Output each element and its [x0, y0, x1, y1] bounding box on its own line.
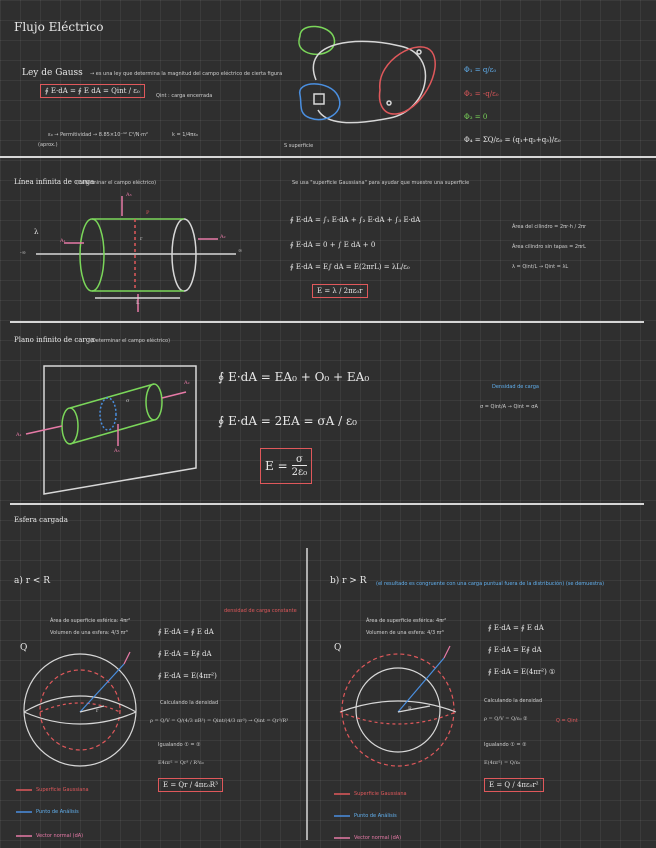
surface-label: S superficie	[284, 143, 314, 149]
flux-2: Φ₂ = -q/ε₀	[464, 90, 499, 98]
plane-label-A1: A₁	[16, 432, 22, 438]
a-equal: Igualando ① = ②	[158, 742, 201, 748]
qint-label: Qint : carga encerrada	[156, 93, 213, 99]
plane-sub: (Determinar el campo eléctrico)	[90, 338, 171, 344]
a-result: E = Qr / 4πε₀R³	[158, 778, 223, 792]
sphere-b-diagram	[340, 646, 456, 766]
plane-eq-2: ∮ E·dA = 2EA = σA / ε₀	[218, 414, 357, 428]
case-b-label: b) r > R	[330, 576, 367, 586]
plane-result-den: 2ε₀	[291, 467, 308, 478]
a-eq-1: ∮ E·dA = ∮ E dA	[158, 628, 214, 636]
label-lambda: λ	[34, 228, 39, 236]
legend-b-normal: Vector normal (dA)	[354, 835, 402, 841]
legend-gauss: Superficie Gaussiana	[36, 787, 89, 793]
flux-1: Φ₁ = q/ε₀	[464, 66, 497, 74]
plane-eq-1: ∮ E·dA = EA₀ + O₀ + EA₀	[218, 370, 370, 384]
area-a: Área de superficie esférica: 4πr²	[50, 618, 131, 624]
line-right-2: Área cilindro sin tapas = 2πrL	[512, 244, 586, 250]
density-label: Densidad de carga	[492, 384, 539, 390]
plane-result-num: σ	[296, 454, 303, 465]
line-eq-3: ∮ E·dA = E∫ dA = E(2πrL) = λL/ε₀	[290, 263, 410, 271]
line-charge-diagram	[36, 196, 236, 312]
line-charge-heading: Línea infinita de carga	[14, 178, 95, 186]
b-result: E = Q / 4πε₀r²	[484, 778, 544, 792]
plane-label-A2: A₂	[184, 380, 190, 386]
b-equal: Igualando ① = ②	[484, 742, 527, 748]
flux-4: Φ₄ = ΣQ/ε₀ = (q₁+q₂+q₃)/ε₀	[464, 136, 561, 144]
b-density-note: Q = Qint	[556, 718, 578, 724]
vol-a: Volumen de una esfera: 4/3 πr³	[50, 630, 128, 636]
label-r-a: r	[96, 708, 99, 714]
page-title: Flujo Eléctrico	[14, 20, 104, 34]
k-formula: k = 1/4πε₀	[172, 132, 199, 138]
case-a-label: a) r < R	[14, 576, 51, 586]
plane-label-sigma: σ	[126, 398, 130, 404]
density-formula: σ = Qint/A → Qint = σA	[480, 404, 538, 410]
legend-b-point: Punto de Análisis	[354, 813, 397, 819]
gauss-law-note: → es una ley que determina la magnitud del campo eléctrico de cierta figura	[90, 71, 283, 77]
a-eq-3: ∮ E·dA = E(4πr²)	[158, 672, 217, 680]
label-L: L	[136, 300, 140, 306]
label-A3: A₃	[126, 192, 132, 198]
gaussian-note: Se usa "superficie Gaussiana" para ayudar que muestre una superficie	[292, 180, 470, 186]
a-eq-2: ∮ E·dA = E∮ dA	[158, 650, 212, 658]
plane-result-lhs: E =	[265, 459, 288, 473]
b-eq-3: ∮ E·dA = E(4πr²) ①	[488, 668, 556, 676]
epsilon-formula: ε₀ → Permitividad → 8.85×10⁻¹² C²/N·m²	[48, 132, 148, 138]
label-neg-inf: -∞	[20, 250, 26, 256]
b-eq-2: ∮ E·dA = E∮ dA	[488, 646, 542, 654]
line-charge-sub: (Determinar el campo eléctrico)	[76, 180, 157, 186]
line-right-1: Área del cilindro = 2πr·h / 2πr	[512, 224, 587, 230]
sphere-heading: Esfera cargada	[14, 516, 68, 524]
line-eq-1: ∮ E·dA = ∫₁ E·dA + ∫₂ E·dA + ∫₃ E·dA	[290, 216, 421, 224]
plane-charge-diagram	[26, 366, 196, 494]
gauss-law-heading: Ley de Gauss	[22, 68, 83, 78]
label-A2: A₂	[220, 234, 226, 240]
label-inf: ∞	[238, 248, 243, 254]
line-result: E = λ / 2πε₀r	[312, 284, 368, 298]
case-b-note: (el resultado es congruente con una carga puntual fuera de la distribución) (se demuestra)	[376, 581, 605, 587]
line-right-3: λ = Qint/L → Qint = λL	[512, 264, 569, 270]
label-Q-b: Q	[334, 643, 342, 653]
legend-point: Punto de Análisis	[36, 809, 79, 815]
epsilon-sub: (aprox.)	[38, 142, 58, 148]
label-Q-a: Q	[20, 643, 28, 653]
plane-result-fraction	[292, 454, 308, 478]
sphere-a-diagram	[24, 652, 136, 766]
legend-normal: Vector normal (dA)	[36, 833, 84, 839]
b-eq-1: ∮ E·dA = ∮ E dA	[488, 624, 544, 632]
b-density-title: Calculando la densidad	[484, 698, 543, 704]
vol-b: Volumen de una esfera: 4/3 πr³	[366, 630, 444, 636]
plane-result	[260, 448, 312, 484]
gauss-surfaces-diagram	[299, 26, 435, 122]
label-A1: A₁	[60, 238, 66, 244]
label-R-b: R	[408, 706, 412, 712]
legend-b-gauss: Superficie Gaussiana	[354, 791, 407, 797]
a-eq-4: E4πr² = Qr³ / R³ε₀	[158, 760, 204, 766]
area-b: Área de superficie esférica: 4πr²	[366, 618, 447, 624]
flux-3: Φ₃ = 0	[464, 113, 488, 121]
a-density: ρ = Q/V = Q/(4/3 πR³) = Qint/(4/3 πr³) → Qint = Qr³/R³	[150, 718, 289, 724]
label-r: r	[140, 236, 143, 242]
gauss-law-formula: ∮ E·dA = ∮ E dA = Qint / ε₀	[40, 84, 145, 98]
a-density-title: Calculando la densidad	[160, 700, 219, 706]
line-eq-2: ∮ E·dA = 0 + ∫ E dA + 0	[290, 241, 376, 249]
plane-heading: Plano infinito de carga	[14, 336, 95, 344]
a-side-note: densidad de carga constante	[224, 608, 297, 614]
plane-label-A3: A₃	[114, 448, 120, 454]
label-P: P	[146, 210, 150, 216]
b-density: ρ = Q/V = Q/ε₀ ②	[484, 716, 528, 722]
b-eq-4: E(4πr²) = Q/ε₀	[484, 760, 521, 766]
